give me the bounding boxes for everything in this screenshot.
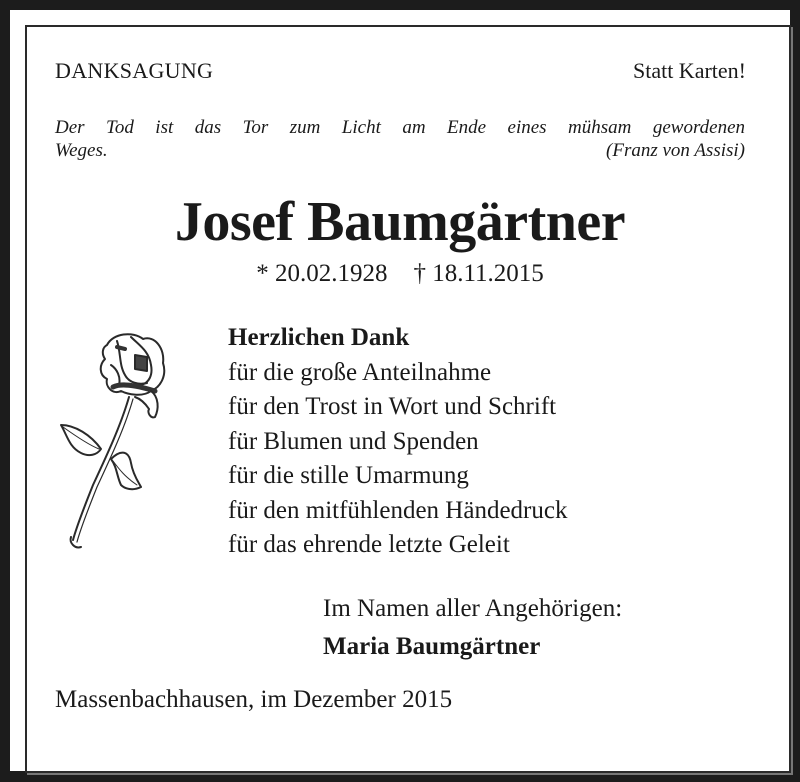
rose-icon: [55, 325, 175, 555]
signature-intro: Im Namen aller Angehörigen:: [323, 595, 623, 622]
thanks-line: für den mitfühlenden Händedruck: [228, 496, 568, 524]
thanks-line: für die große Anteilnahme: [228, 358, 492, 386]
signature-block: [323, 590, 622, 666]
birth-date: * 20.02.1928: [256, 260, 388, 287]
thanks-line: für die stille Umarmung: [228, 462, 469, 489]
thanks-title: Herzlichen Dank: [228, 324, 410, 351]
quote-line-1: Der Tod ist das Tor zum Licht am Ende eines mühsam gewordenen: [55, 117, 745, 138]
thanks-line: für Blumen und Spenden: [228, 427, 479, 455]
quote-author: (Franz von Assisi): [606, 140, 745, 161]
statt-karten-label: Statt Karten!: [632, 58, 746, 83]
thanks-block: [228, 321, 567, 563]
place-date: Massenbachhausen, im Dezember 2015: [55, 686, 453, 713]
notice-type-label: DANKSAGUNG: [55, 58, 214, 83]
life-dates: [0, 260, 800, 288]
quote-line-2: Weges.: [55, 140, 108, 161]
thanks-line: für das ehrende letzte Geleit: [228, 531, 510, 558]
signer-name: Maria Baumgärtner: [323, 633, 541, 660]
thanks-line: für den Trost in Wort und Schrift: [228, 393, 557, 420]
death-date: † 18.11.2015: [413, 260, 544, 287]
deceased-name: Josef Baumgärtner: [174, 191, 626, 253]
